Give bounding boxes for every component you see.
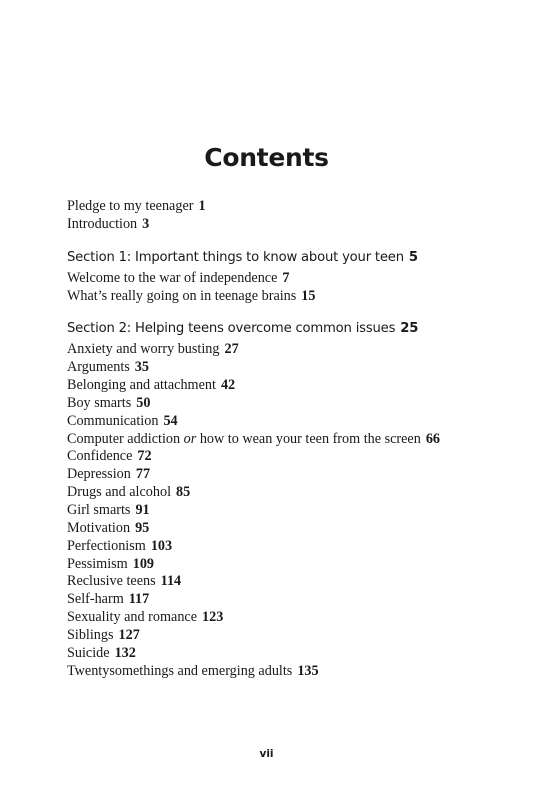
toc-entry	[67, 573, 507, 591]
toc-entry	[67, 270, 507, 288]
toc-entry-page: 132	[114, 644, 136, 661]
table-of-contents	[67, 198, 507, 680]
toc-entry-page: 3	[142, 215, 150, 232]
toc-entry-title: Twentysomethings and emerging adults	[67, 662, 293, 679]
toc-entry-page: 91	[135, 501, 150, 518]
toc-entry-page: 117	[128, 591, 150, 608]
page-number: vii	[259, 748, 274, 760]
toc-entry-title: Reclusive teens	[67, 573, 156, 590]
section-heading-page: 25	[400, 321, 419, 337]
toc-entry	[67, 627, 507, 645]
toc-entry	[67, 216, 507, 234]
toc-entry-title: Belonging and attachment	[67, 377, 216, 394]
toc-entry-page: 66	[425, 430, 441, 447]
toc-entry-page: 77	[135, 466, 151, 483]
toc-entry-page: 54	[163, 412, 178, 429]
toc-entry-title: Confidence	[67, 448, 133, 465]
toc-entry-page: 95	[135, 519, 150, 536]
page-title: Contents	[204, 142, 329, 172]
toc-entry-title: Computer addiction	[67, 430, 184, 447]
toc-entry-title: Welcome to the war of independence	[67, 269, 278, 286]
toc-entry	[67, 413, 507, 431]
toc-entry	[67, 502, 507, 520]
section-heading	[67, 320, 507, 338]
toc-entry-title: What’s really going on in teenage brains	[67, 287, 297, 304]
toc-entry-title: Perfectionism	[67, 537, 146, 554]
toc-entry-page: 35	[134, 359, 149, 376]
toc-entry-title: Motivation	[67, 519, 131, 536]
toc-entry	[67, 448, 507, 466]
toc-entry-page: 42	[220, 377, 236, 394]
toc-entry-page: 72	[137, 448, 152, 465]
toc-entry-title: Pessimism	[67, 555, 128, 572]
section-heading-title: Section 2: Helping teens overcome common issues	[67, 321, 396, 337]
toc-entry	[67, 609, 507, 627]
toc-entry	[67, 663, 507, 681]
toc-entry-title: Self-harm	[67, 591, 124, 608]
toc-entry	[67, 198, 507, 216]
toc-entry-page: 127	[118, 626, 140, 643]
toc-entry	[67, 538, 507, 556]
toc-entry-page: 114	[160, 573, 182, 590]
toc-entry-title: Girl smarts	[67, 501, 131, 518]
toc-entry-title: Siblings	[67, 626, 114, 643]
toc-entry-title: how to wean your teen from the screen	[196, 430, 421, 447]
toc-entry-page: 50	[136, 394, 151, 411]
toc-entry-page: 109	[132, 555, 154, 572]
toc-entry-page: 1	[198, 198, 206, 214]
toc-entry-title: Sexuality and romance	[67, 609, 198, 626]
toc-entry-page: 7	[282, 269, 290, 286]
toc-entry-page: 15	[301, 287, 316, 304]
toc-entry-page: 103	[150, 537, 173, 554]
toc-entry	[67, 359, 507, 377]
section-heading	[67, 249, 507, 267]
toc-entry-title: Introduction	[67, 215, 138, 232]
toc-entry-title: Pledge to my teenager	[67, 198, 194, 214]
toc-entry-page: 135	[297, 662, 319, 679]
toc-entry-title: Communication	[67, 412, 159, 429]
toc-entry	[67, 288, 507, 306]
toc-entry	[67, 591, 507, 609]
section-heading-title: Section 1: Important things to know about your teen	[67, 249, 404, 265]
toc-entry	[67, 484, 507, 502]
toc-entry-title-italic: or	[183, 430, 197, 447]
toc-entry-title: Arguments	[67, 359, 130, 376]
toc-entry-title: Suicide	[67, 644, 110, 661]
toc-entry-page: 27	[224, 341, 239, 358]
toc-entry-title: Boy smarts	[67, 394, 132, 411]
toc-entry	[67, 341, 507, 359]
toc-entry	[67, 431, 507, 449]
toc-entry-title: Depression	[67, 466, 131, 483]
section-heading-page: 5	[408, 249, 418, 265]
toc-entry	[67, 556, 507, 574]
toc-entry-title: Anxiety and worry busting	[67, 341, 220, 358]
toc-entry	[67, 520, 507, 538]
toc-entry	[67, 377, 507, 395]
toc-entry-title: Drugs and alcohol	[67, 484, 172, 501]
toc-entry	[67, 466, 507, 484]
toc-entry	[67, 645, 507, 663]
toc-entry-page: 85	[176, 484, 191, 501]
toc-entry-page: 123	[202, 609, 224, 626]
toc-entry	[67, 395, 507, 413]
